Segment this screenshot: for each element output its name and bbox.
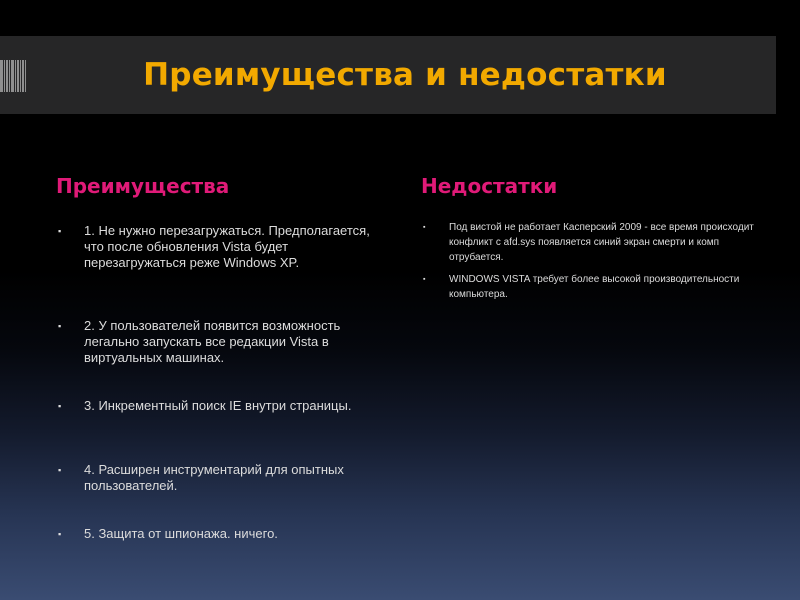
- advantage-item: [58, 223, 388, 271]
- bullet-icon: ▪: [423, 276, 426, 283]
- advantage-text: 3. Инкрементный поиск IE внутри страницы.: [84, 398, 352, 413]
- advantage-item: [58, 526, 388, 542]
- advantage-text: 4. Расширен инструментарий для опытных пользователей.: [84, 462, 344, 493]
- advantage-item: [58, 462, 388, 494]
- advantage-text: 5. Защита от шпионажа. ничего.: [84, 526, 278, 541]
- barcode-decoration: [0, 60, 30, 92]
- disadvantage-item: [423, 220, 763, 265]
- bullet-icon: ▪: [58, 401, 62, 411]
- advantages-heading: Преимущества: [56, 174, 230, 198]
- bullet-icon: ▪: [58, 226, 62, 236]
- bullet-icon: ▪: [423, 224, 426, 231]
- bullet-icon: ▪: [58, 529, 62, 539]
- disadvantages-heading: Недостатки: [421, 174, 558, 198]
- slide-title: Преимущества и недостатки: [143, 57, 667, 93]
- disadvantage-item: [423, 272, 763, 302]
- bullet-icon: ▪: [58, 321, 62, 331]
- disadvantage-text: Под вистой не работает Касперский 2009 - все время происходит конфликт с afd.sys появляется синий экран смерти и комп отрубается.: [449, 222, 754, 263]
- advantage-item: [58, 398, 388, 414]
- advantage-text: 1. Не нужно перезагружаться. Предполагается, что после обновления Vista будет перезагружаться реже Windows XP.: [84, 223, 370, 270]
- advantage-item: [58, 318, 388, 366]
- advantage-text: 2. У пользователей появится возможность легально запускать все редакции Vista в виртуальных машинах.: [84, 318, 341, 365]
- disadvantage-text: WINDOWS VISTA требует более высокой производительности компьютера.: [449, 274, 740, 300]
- bullet-icon: ▪: [58, 465, 62, 475]
